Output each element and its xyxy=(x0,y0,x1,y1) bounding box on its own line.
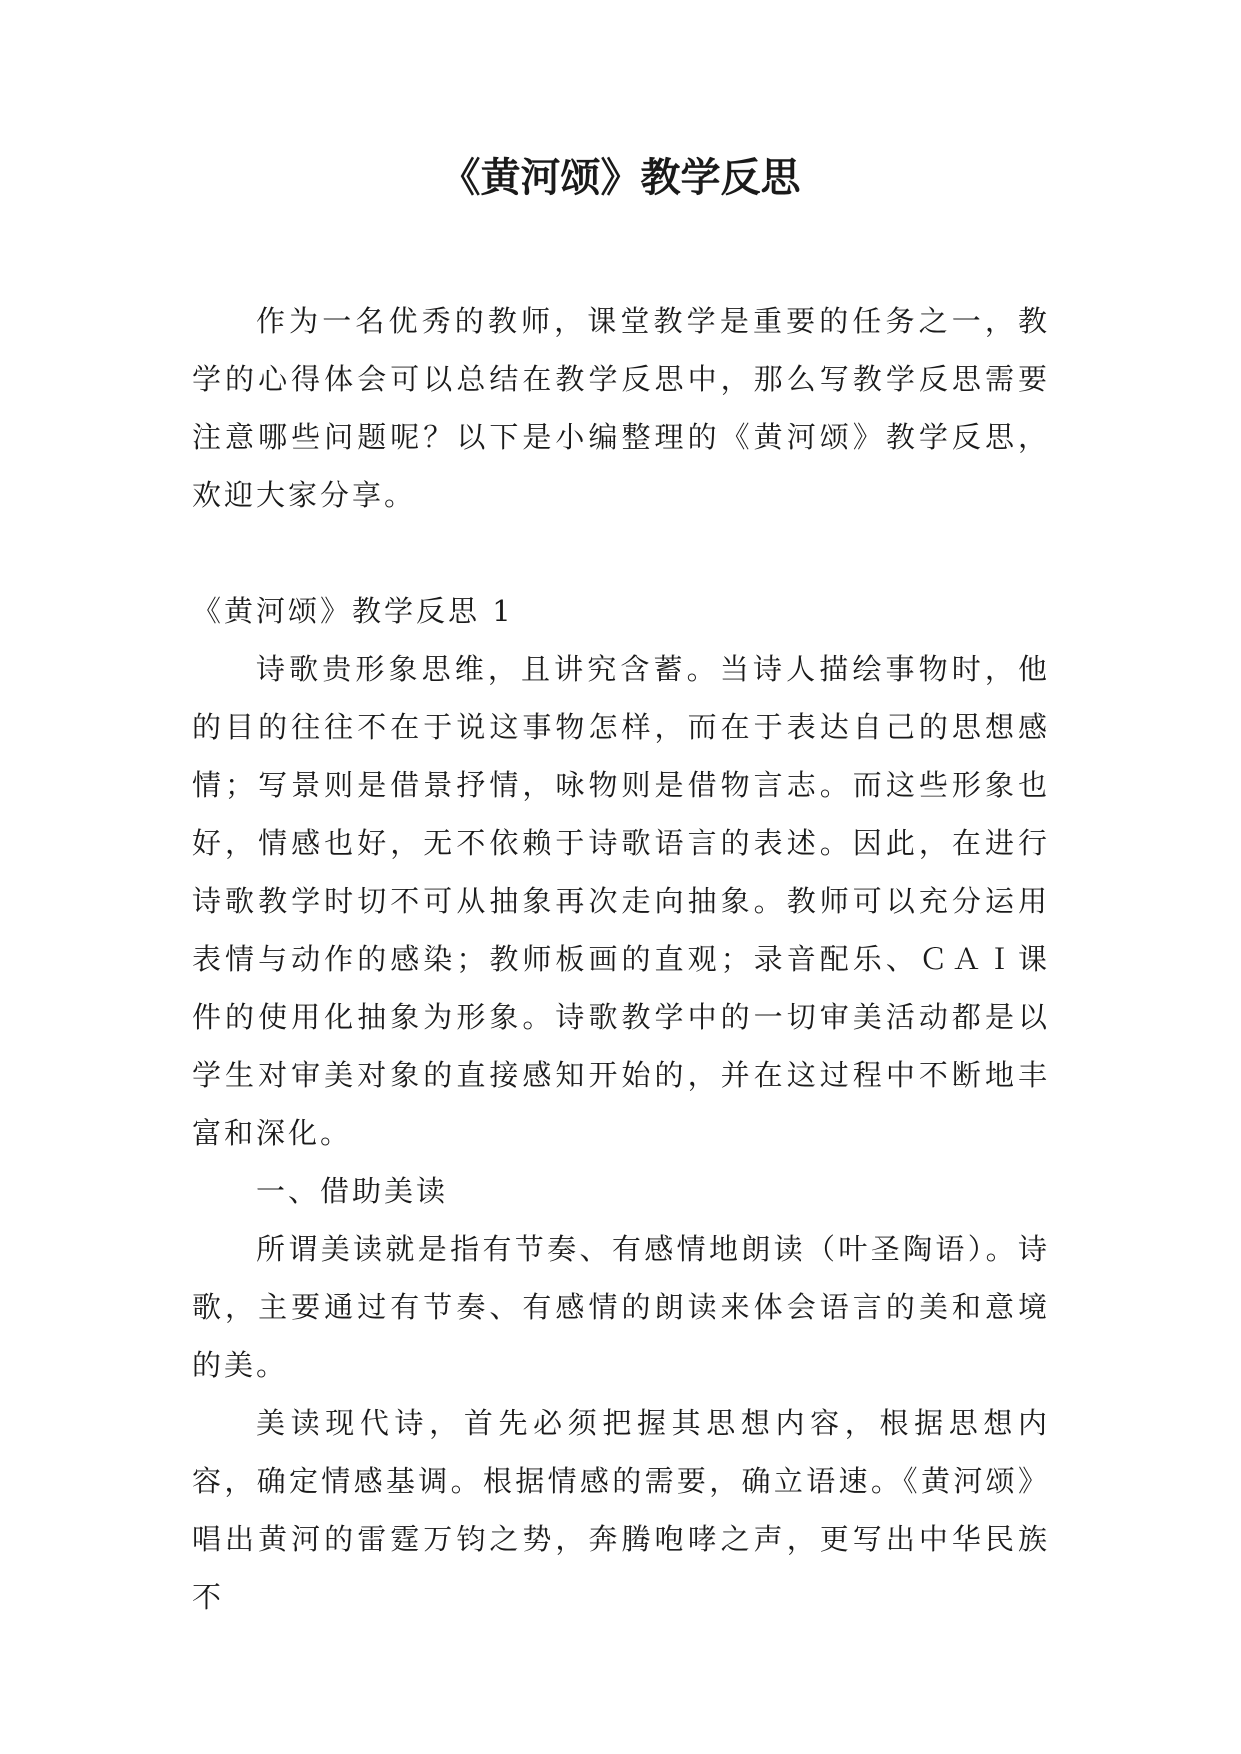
subsection-heading: 一、借助美读 xyxy=(256,1174,449,1208)
intro-paragraph: 作为一名优秀的教师，课堂教学是重要的任务之一，教学的心得体会可以总结在教学反思中，那么写教学反思需要注意哪些问题呢？以下是小编整理的《黄河颂》教学反思，欢迎大家分享。 xyxy=(192,304,1050,512)
document-body xyxy=(192,292,1050,1626)
body-paragraph: 所谓美读就是指有节奏、有感情地朗读（叶圣陶语）。诗歌，主要通过有节奏、有感情的朗读来体会语言的美和意境的美。 xyxy=(192,1232,1050,1382)
body-paragraph: 美读现代诗，首先必须把握其思想内容，根据思想内容，确定情感基调。根据情感的需要，确立语速。《黄河颂》唱出黄河的雷霆万钧之势，奔腾咆哮之声，更写出中华民族不 xyxy=(192,1406,1050,1614)
section-heading: 《黄河颂》教学反思 1 xyxy=(192,594,514,628)
paragraph-spacer xyxy=(192,524,1050,582)
body-paragraph: 诗歌贵形象思维，且讲究含蓄。当诗人描绘事物时，他的目的往往不在于说这事物怎样，而在于表达自己的思想感情；写景则是借景抒情，咏物则是借物言志。而这些形象也好，情感也好，无不依赖于诗歌语言的表述。因此，在进行诗歌教学时切不可从抽象再次走向抽象。教师可以充分运用表情与动作的感染；教师板画的直观；录音配乐、ＣＡＩ课件的使用化抽象为形象。诗歌教学中的一切审美活动都是以学生对审美对象的直接感知开始的，并在这过程中不断地丰富和深化。 xyxy=(192,652,1050,1150)
document-title: 《黄河颂》教学反思 xyxy=(440,155,801,201)
